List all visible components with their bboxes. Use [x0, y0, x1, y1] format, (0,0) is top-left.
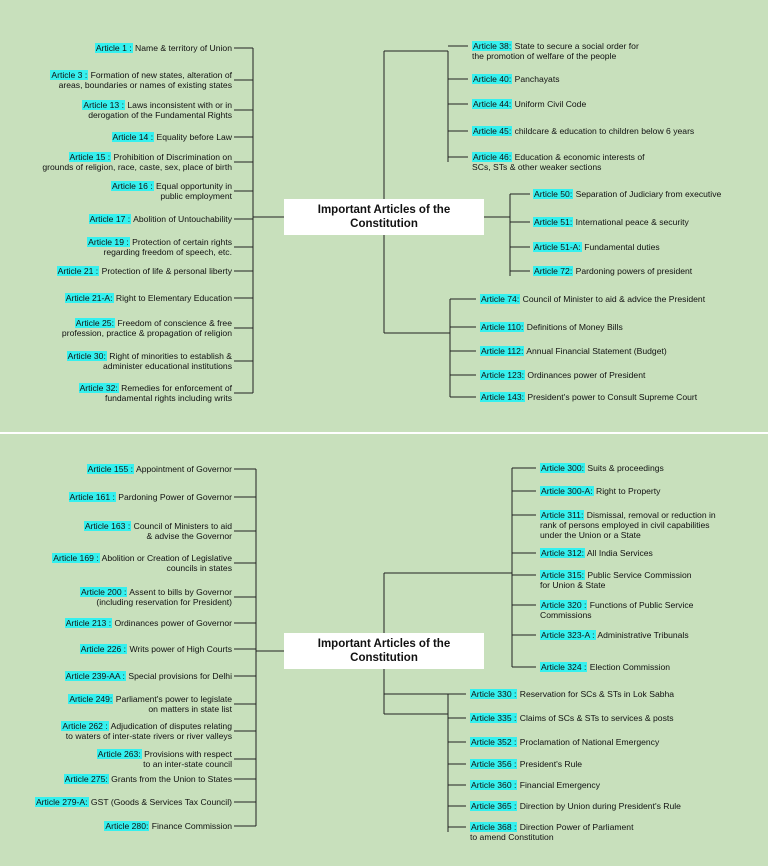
article-description: Laws inconsistent with or in — [125, 100, 232, 110]
article-description: Council of Ministers to aid — [131, 521, 232, 531]
article-item — [79, 383, 232, 403]
article-item — [57, 266, 232, 276]
article-description: Claims of SCs & STs to services & posts — [517, 713, 674, 723]
article-description: Council of Minister to aid & advice the President — [520, 294, 706, 304]
article-number: Article 74: — [481, 294, 520, 304]
article-description: State to secure a social order for — [512, 41, 639, 51]
article-description: All India Services — [585, 548, 653, 558]
article-item — [62, 318, 232, 338]
article-number: Article 315: — [541, 570, 584, 580]
article-description: Public Service Commission — [585, 570, 692, 580]
article-description: Adjudication of disputes relating — [108, 721, 232, 731]
article-description-continued: councils in states — [166, 563, 232, 573]
article-description: Writs power of High Courts — [127, 644, 232, 654]
article-number: Article 263: — [97, 749, 141, 759]
article-description: Direction by Union during President's Rule — [517, 801, 681, 811]
article-description: Provisions with respect — [141, 749, 232, 759]
article-item — [540, 548, 653, 558]
article-number: Article 161 : — [69, 492, 115, 502]
article-description: Freedom of conscience & free — [114, 318, 232, 328]
article-number: Article 51-A: — [534, 242, 581, 252]
article-number: Article 239-AA : — [65, 671, 125, 681]
article-description-continued: to an inter-state council — [143, 759, 232, 769]
article-item — [540, 486, 660, 496]
article-description-continued: on matters in state list — [148, 704, 232, 714]
article-description: Definitions of Money Bills — [524, 322, 623, 332]
article-description: Uniform Civil Code — [512, 99, 587, 109]
article-description: Panchayats — [512, 74, 560, 84]
article-number: Article 46: — [473, 152, 512, 162]
article-description-continued: areas, boundaries or names of existing states — [58, 80, 232, 90]
article-item — [470, 780, 600, 790]
article-item — [472, 41, 639, 61]
article-description: Fundamental duties — [581, 242, 660, 252]
article-description: Parliament's power to legislate — [113, 694, 232, 704]
article-description: childcare & education to children below 6 years — [512, 126, 695, 136]
article-number: Article 50: — [534, 189, 573, 199]
article-description: Pardoning Power of Governor — [115, 492, 232, 502]
article-description-continued: profession, practice & propagation of religion — [61, 328, 232, 338]
article-item — [533, 217, 689, 227]
article-number: Article 110: — [481, 322, 524, 332]
article-number: Article 300-A: — [541, 486, 593, 496]
article-item — [540, 570, 692, 590]
article-number: Article 40: — [473, 74, 512, 84]
article-number: Article 112: — [481, 346, 524, 356]
article-item — [35, 797, 232, 807]
article-item — [470, 759, 582, 769]
article-description-continued: the promotion of welfare of the people — [472, 51, 617, 61]
article-description: Reservation for SCs & STs in Lok Sabha — [517, 689, 675, 699]
article-description: Ordinances power of Governor — [112, 618, 232, 628]
article-number: Article 163 : — [84, 521, 131, 531]
article-description-continued: Commissions — [540, 610, 592, 620]
article-description-continued: SCs, STs & other weaker sections — [472, 162, 602, 172]
article-number: Article 21-A: — [65, 293, 113, 303]
article-number: Article 3 : — [51, 70, 88, 80]
article-number: Article 17 : — [89, 214, 131, 224]
article-description-continued: administer educational institutions — [103, 361, 232, 371]
article-description: Proclamation of National Emergency — [517, 737, 660, 747]
article-description: Equal opportunity in — [153, 181, 232, 191]
article-item — [68, 694, 232, 714]
article-item — [472, 152, 645, 172]
article-description: Special provisions for Delhi — [125, 671, 232, 681]
article-item — [533, 266, 692, 276]
article-description: Annual Financial Statement (Budget) — [524, 346, 667, 356]
article-number: Article 45: — [473, 126, 512, 136]
article-description-continued: regarding freedom of speech, etc. — [103, 247, 232, 257]
article-description: Grants from the Union to States — [108, 774, 232, 784]
article-item — [87, 464, 232, 474]
article-description-continued: public employment — [160, 191, 232, 201]
article-number: Article 312: — [541, 548, 584, 558]
article-item — [65, 671, 232, 681]
article-item — [540, 510, 716, 540]
article-description-continued: to amend Constitution — [470, 832, 554, 842]
article-item — [82, 100, 232, 120]
central-title-text: Important Articles of the Constitution — [317, 204, 451, 230]
article-number: Article 169 : — [53, 553, 99, 563]
article-item — [472, 74, 560, 84]
central-title — [284, 199, 484, 235]
article-item — [87, 237, 232, 257]
article-number: Article 16 : — [112, 181, 153, 191]
article-description-continued: (including reservation for President) — [96, 597, 232, 607]
article-description: Right of minorities to establish & — [106, 351, 232, 361]
article-item — [65, 293, 232, 303]
article-number: Article 356 : — [471, 759, 517, 769]
article-description: Right to Property — [593, 486, 661, 496]
article-description: Election Commission — [587, 662, 671, 672]
article-number: Article 300: — [541, 463, 584, 473]
article-description: GST (Goods & Services Tax Council) — [88, 797, 232, 807]
bottom-diagram-panel — [0, 434, 768, 866]
article-item — [480, 392, 697, 402]
article-number: Article 249: — [69, 694, 113, 704]
article-item — [540, 662, 670, 672]
central-title — [284, 633, 484, 669]
article-number: Article 32: — [79, 383, 118, 393]
article-item — [470, 822, 633, 842]
article-number: Article 311: — [541, 510, 584, 520]
article-number: Article 360 : — [471, 780, 517, 790]
article-number: Article 320 : — [541, 600, 587, 610]
article-description: Administrative Tribunals — [595, 630, 689, 640]
article-number: Article 19 : — [88, 237, 129, 247]
article-number: Article 143: — [481, 392, 524, 402]
article-description: Suits & proceedings — [585, 463, 664, 473]
article-number: Article 21 : — [57, 266, 99, 276]
article-item — [61, 721, 232, 741]
article-description: President's power to Consult Supreme Court — [525, 392, 698, 402]
article-item — [89, 214, 232, 224]
article-number: Article 44: — [473, 99, 512, 109]
article-description: Right to Elementary Education — [113, 293, 232, 303]
article-item — [69, 492, 232, 502]
article-item — [472, 99, 586, 109]
article-item — [540, 463, 664, 473]
article-number: Article 368 : — [471, 822, 517, 832]
article-number: Article 213 : — [65, 618, 112, 628]
article-description-continued: fundamental rights including writs — [104, 393, 232, 403]
article-number: Article 365 : — [471, 801, 517, 811]
article-item — [480, 346, 667, 356]
article-description: Prohibition of Discrimination on — [111, 152, 232, 162]
article-item — [52, 553, 232, 573]
article-description: Education & economic interests of — [512, 152, 645, 162]
article-item — [65, 618, 232, 628]
article-description: President's Rule — [517, 759, 583, 769]
article-item — [80, 587, 232, 607]
article-item — [50, 70, 232, 90]
article-item — [480, 322, 623, 332]
article-description-continued: rank of persons employed in civil capabilities — [540, 520, 710, 530]
article-number: Article 335 : — [471, 713, 517, 723]
article-number: Article 1 : — [95, 43, 132, 53]
central-title-text: Important Articles of the Constitution — [317, 638, 451, 664]
article-description: Appointment of Governor — [134, 464, 232, 474]
article-item — [42, 152, 232, 172]
article-number: Article 279-A: — [35, 797, 88, 807]
article-number: Article 38: — [473, 41, 512, 51]
article-number: Article 25: — [75, 318, 114, 328]
article-item — [104, 821, 232, 831]
article-description: Abolition of Untouchability — [131, 214, 232, 224]
article-item — [470, 713, 674, 723]
article-item — [470, 689, 674, 699]
article-item — [472, 126, 694, 136]
article-item — [470, 737, 659, 747]
article-description-continued: grounds of religion, race, caste, sex, place of birth — [42, 162, 232, 172]
article-item — [84, 521, 232, 541]
article-item — [533, 189, 721, 199]
article-description-continued: derogation of the Fundamental Rights — [88, 110, 232, 120]
article-number: Article 262 : — [62, 721, 108, 731]
article-item — [470, 801, 681, 811]
article-item — [97, 749, 232, 769]
article-item — [67, 351, 232, 371]
article-item — [64, 774, 232, 784]
article-description: Equality before Law — [154, 132, 232, 142]
article-number: Article 352 : — [471, 737, 517, 747]
article-number: Article 72: — [534, 266, 573, 276]
article-description: Protection of life & personal liberty — [99, 266, 232, 276]
article-description: Functions of Public Service — [587, 600, 694, 610]
article-description: Financial Emergency — [517, 780, 601, 790]
article-description: Abolition or Creation of Legislative — [99, 553, 232, 563]
article-item — [80, 644, 232, 654]
article-item — [480, 370, 645, 380]
article-description-continued: for Union & State — [540, 580, 606, 590]
article-description: Pardoning powers of president — [573, 266, 693, 276]
article-number: Article 51: — [534, 217, 573, 227]
article-description: International peace & security — [573, 217, 689, 227]
article-number: Article 123: — [481, 370, 524, 380]
article-number: Article 200 : — [81, 587, 127, 597]
article-description: Separation of Judiciary from executive — [573, 189, 722, 199]
article-number: Article 323-A : — [541, 630, 595, 640]
article-item — [112, 132, 232, 142]
article-item — [111, 181, 232, 201]
article-number: Article 280: — [105, 821, 149, 831]
top-diagram-panel — [0, 0, 768, 432]
article-description: Assent to bills by Governor — [127, 587, 232, 597]
article-description: Name & territory of Union — [132, 43, 232, 53]
article-item — [540, 630, 689, 640]
article-number: Article 13 : — [83, 100, 124, 110]
article-number: Article 14 : — [112, 132, 154, 142]
article-item — [533, 242, 660, 252]
article-number: Article 330 : — [471, 689, 517, 699]
article-number: Article 275: — [64, 774, 108, 784]
article-description: Formation of new states, alteration of — [88, 70, 232, 80]
article-description-continued: to waters of inter-state rivers or river valleys — [65, 731, 232, 741]
article-number: Article 30: — [67, 351, 106, 361]
article-number: Article 226 : — [80, 644, 127, 654]
article-description: Protection of certain rights — [129, 237, 232, 247]
article-description: Remedies for enforcement of — [118, 383, 232, 393]
article-item — [480, 294, 705, 304]
article-description: Finance Commission — [149, 821, 232, 831]
article-number: Article 155 : — [87, 464, 134, 474]
article-description: Ordinances power of President — [525, 370, 646, 380]
article-description-continued: under the Union or a State — [540, 530, 641, 540]
article-description: Direction Power of Parliament — [517, 822, 634, 832]
article-number: Article 324 : — [541, 662, 587, 672]
article-description-continued: & advise the Governor — [146, 531, 232, 541]
article-item — [540, 600, 693, 620]
article-number: Article 15 : — [69, 152, 111, 162]
article-item — [95, 43, 232, 53]
article-description: Dismissal, removal or reduction in — [584, 510, 716, 520]
